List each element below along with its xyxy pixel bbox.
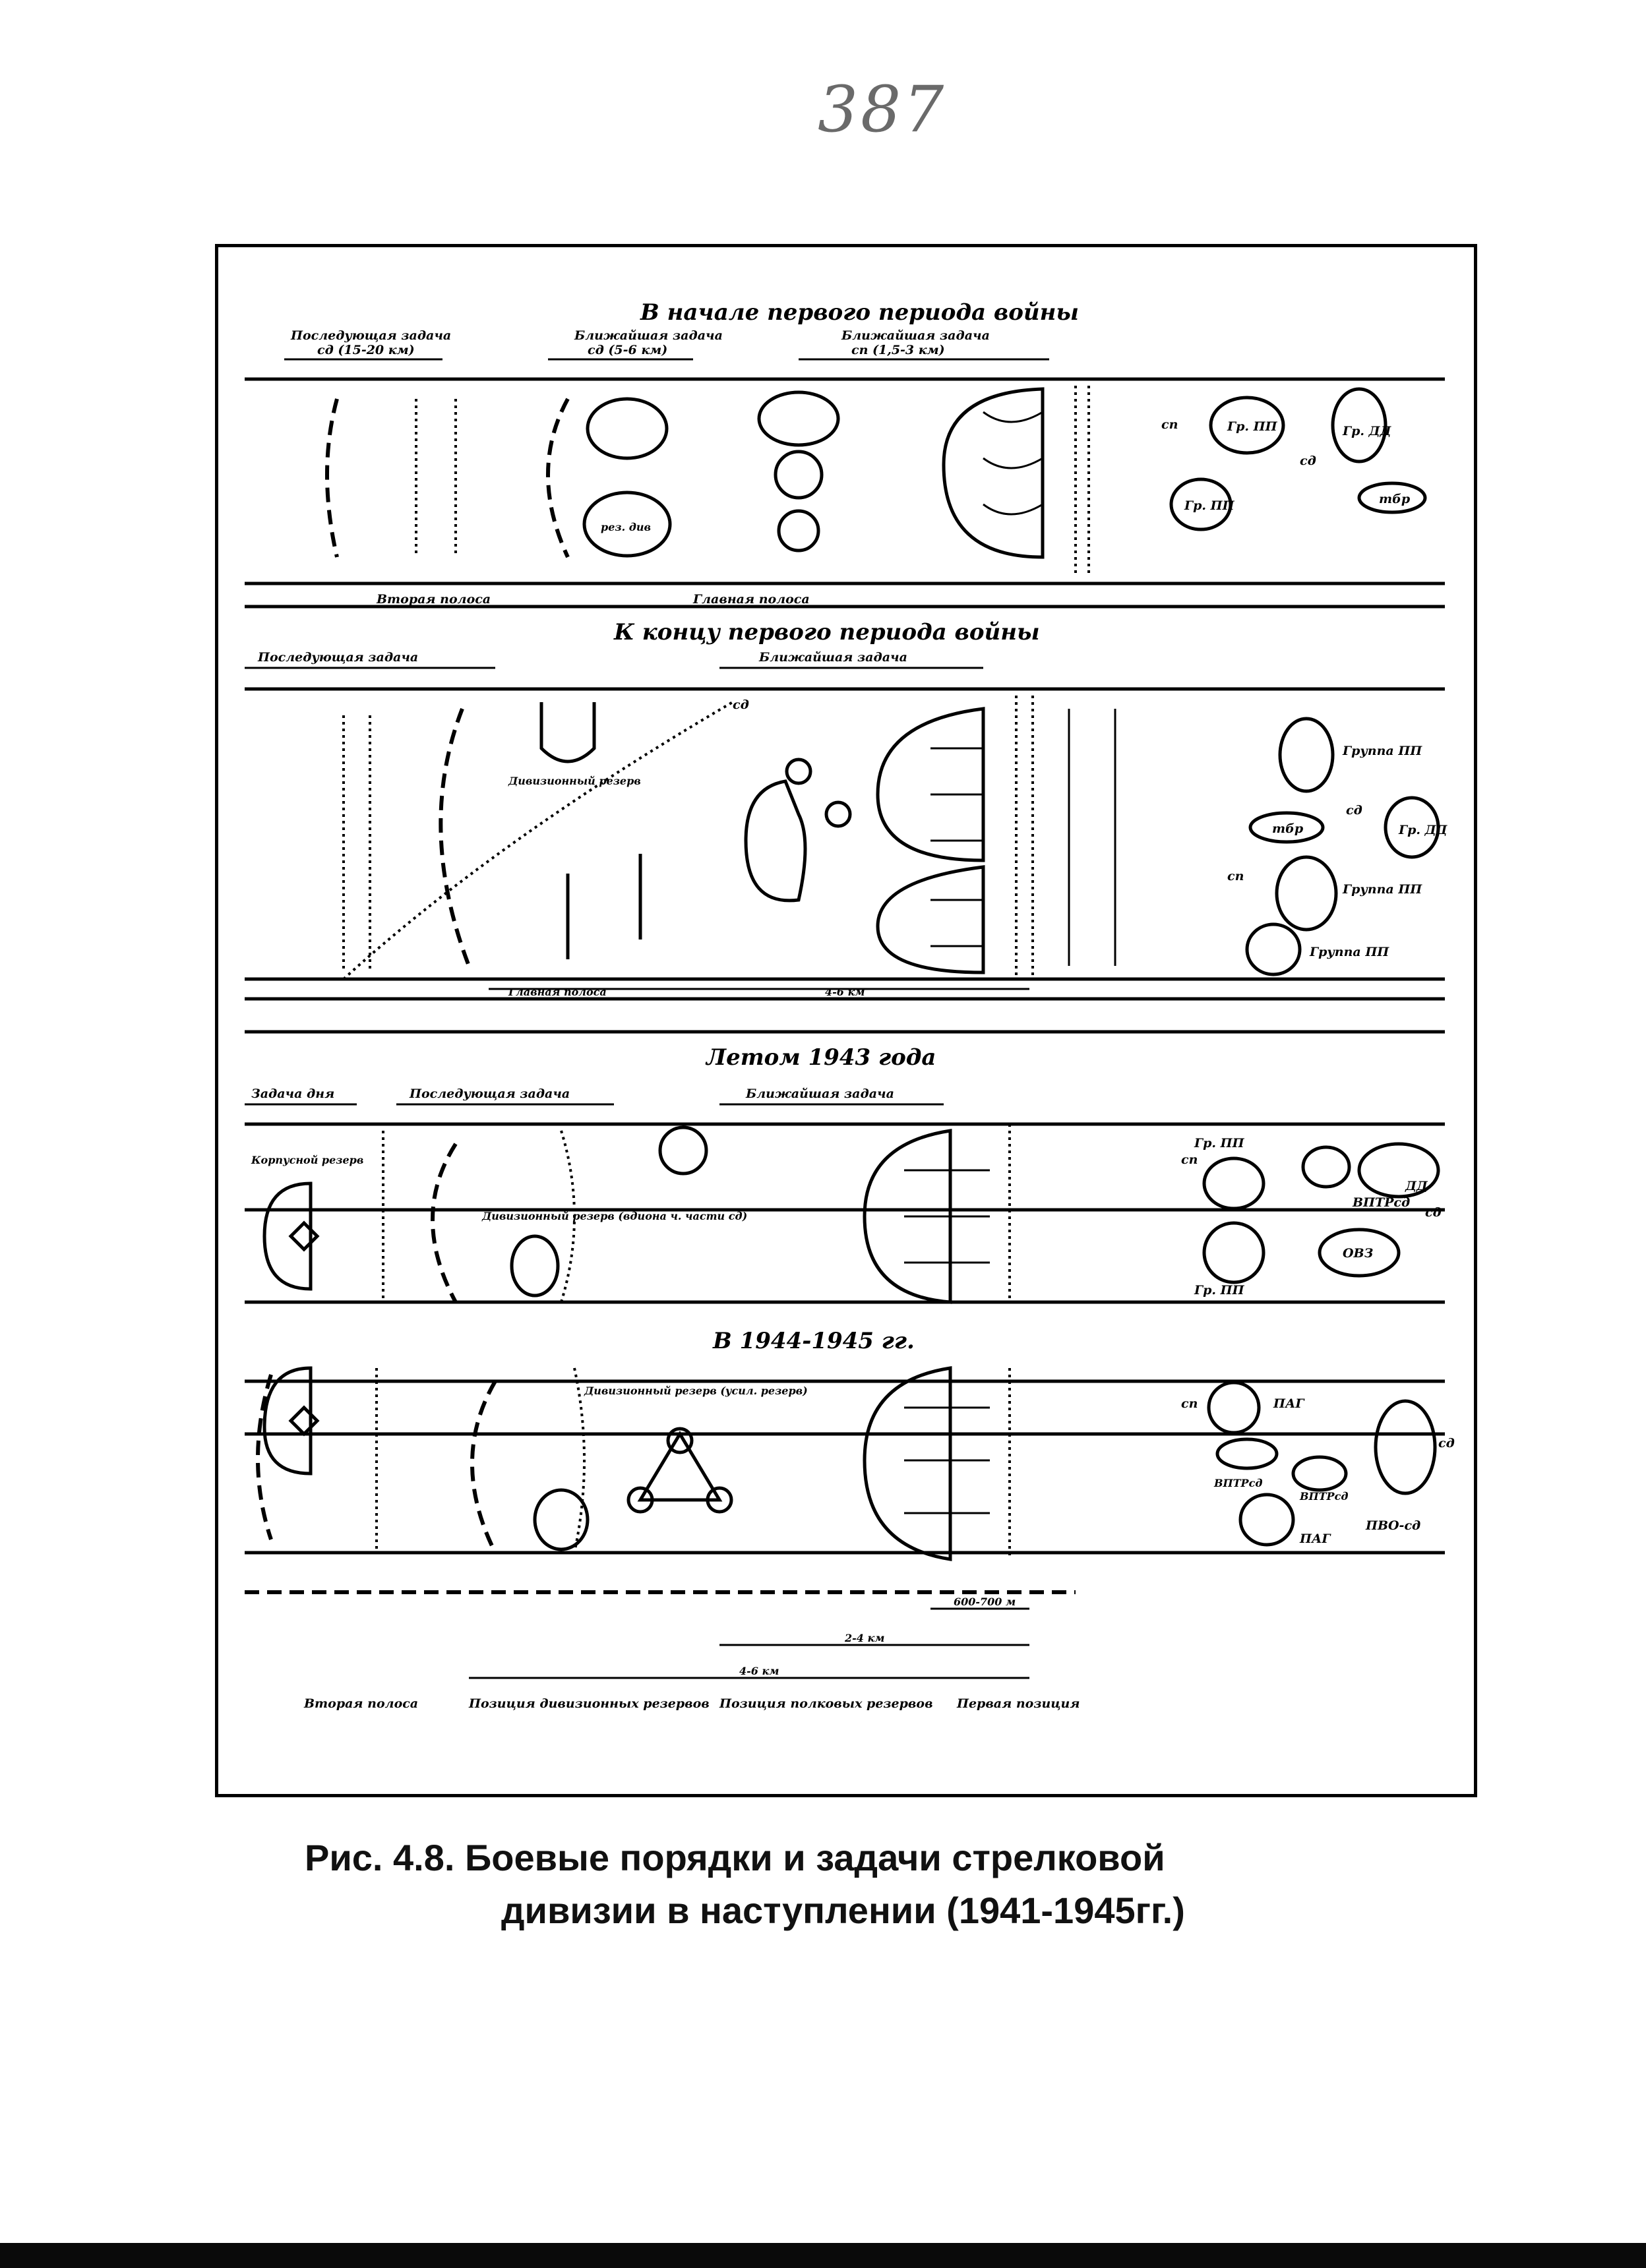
s1-main-line: Главная полоса [693, 592, 810, 607]
s2-immediate-task: Ближайшая задача [759, 650, 907, 665]
bottom-first-position: Первая позиция [957, 1696, 1080, 1711]
s3-immediate-task: Ближайшая задача [746, 1087, 894, 1101]
s2-group-pp2: Группа ПП [1343, 882, 1422, 897]
section-2 [245, 619, 1448, 1032]
bottom-second-line: Вторая полоса [304, 1696, 419, 1711]
s2-front-shape-bottom [878, 867, 983, 972]
s1-immediate-task-2: Ближайшая задача [841, 328, 990, 343]
page-number: 387 [818, 73, 947, 146]
scale-d3: 4-6 км [739, 1665, 779, 1677]
s4-pag: ПАГ [1273, 1396, 1304, 1411]
s2-group-pp3: Группа ПП [1310, 945, 1389, 959]
s3-group-dd: ДД [1405, 1179, 1428, 1193]
s2-sp-label: сп [1227, 869, 1244, 883]
s4-sd-oval [1376, 1401, 1435, 1493]
s3-sp-label: сп [1181, 1152, 1198, 1167]
diagram-frame [215, 244, 1477, 1797]
s3-day-task: Задача дня [251, 1087, 335, 1101]
s1-first-echelon [548, 399, 568, 557]
s4-sd-label: сд [1438, 1436, 1455, 1450]
s4-aptr: ВПТРсд [1214, 1477, 1263, 1489]
s4-front-rows [904, 1408, 990, 1513]
s2-diagonal-ticks [344, 702, 733, 979]
s2-distance: 4-6 км [825, 986, 865, 998]
s4-unit-oval-3 [1293, 1457, 1346, 1490]
bottom-regiment-reserve-position: Позиция полковых резервов [719, 1696, 933, 1711]
s2-battalion-columns [1069, 709, 1115, 966]
s3-division-reserve: Дивизионный резерв (вдиона ч. части сд) [482, 1210, 748, 1222]
s1-unit-oval [588, 399, 667, 458]
s2-main-line: Главная полоса [508, 986, 607, 998]
s4-bracket [472, 1381, 495, 1553]
s2-kidney-shape [746, 781, 805, 901]
s2-subsequent-task: Последующая задача [258, 650, 419, 665]
s2-unit-circle-2 [826, 802, 850, 826]
section-4-title: В 1944-1945 гг. [713, 1328, 915, 1354]
s3-unit-circle [660, 1127, 706, 1174]
s2-group-pp3-oval [1247, 924, 1300, 974]
s2-group-pp: Группа ПП [1343, 744, 1422, 758]
s4-sp-label: сп [1181, 1396, 1198, 1411]
s3-unit-oval-2 [1303, 1147, 1349, 1187]
s3-hq-diamond [291, 1223, 317, 1249]
s4-reserve-label: Дивизионный резерв (усил. резерв) [584, 1385, 808, 1397]
s1-sp-label: сп [1161, 417, 1178, 432]
s4-corps-reserve-shape [264, 1368, 311, 1474]
scale-d2: 2-4 км [845, 1632, 885, 1644]
s4-aptr-2: ВПТРсд [1300, 1490, 1349, 1503]
scale-d1: 600-700 м [954, 1596, 1016, 1608]
s4-front-shape [865, 1368, 950, 1559]
s1-group-pp2: Гр. ПП [1184, 498, 1234, 513]
section-3 [245, 1044, 1445, 1302]
s3-unit-oval [1204, 1158, 1264, 1209]
s2-front-shape-top [878, 709, 983, 860]
s2-front-rows [930, 748, 983, 946]
section-3-title: Летом 1943 года [706, 1044, 936, 1071]
s4-tick-col-2 [574, 1368, 584, 1553]
s2-group-pp2-oval [1277, 857, 1336, 930]
s2-tank-br: тбр [1272, 821, 1304, 836]
s3-bracket [433, 1144, 456, 1302]
s1-tank-br: тбр [1379, 492, 1411, 506]
s3-sd-label: сд [1425, 1205, 1442, 1220]
s2-group-pp-oval [1280, 719, 1333, 791]
s3-ovz: ОВЗ [1343, 1246, 1374, 1261]
s4-pag-2: ПАГ [1300, 1532, 1331, 1546]
s3-group-pp2: Гр. ПП [1194, 1283, 1244, 1298]
s3-reserve-oval [512, 1236, 558, 1296]
s3-corps-reserve: Корпусной резерв [251, 1154, 364, 1166]
scan-bottom-edge [0, 2243, 1646, 2268]
s3-subsequent-task: Последующая задача [410, 1087, 570, 1101]
s1-unit-circle-2 [779, 511, 818, 551]
s1-immediate-task-1-range: сд (5-6 км) [588, 343, 668, 357]
s1-front-arcs [983, 412, 1043, 514]
bottom-labels [303, 1696, 1080, 1711]
s4-unit-oval-4 [1240, 1495, 1293, 1545]
s2-sd-label-2: сд [1346, 803, 1362, 818]
s1-unit-oval-2 [759, 392, 838, 445]
s1-immediate-task-2-range: сп (1,5-3 км) [851, 343, 945, 357]
combat-order-diagram [218, 247, 1474, 1794]
section-1 [245, 299, 1445, 607]
caption-line-2: дивизии в наступлении (1941-1945гг.) [501, 1890, 1185, 1931]
s2-unit-circle [787, 760, 810, 783]
s3-unit-oval-3 [1204, 1223, 1264, 1282]
s1-group-dd: Гр. ДД [1343, 424, 1391, 438]
scale-bars [469, 1596, 1029, 1678]
s1-unit-circle [776, 452, 822, 498]
section-2-title: К концу первого периода войны [614, 619, 1040, 645]
section-4 [245, 1328, 1455, 1592]
s2-sd-label: сд [733, 698, 749, 712]
s3-aptr: ВПТРсд [1353, 1195, 1411, 1210]
s2-division-reserve: Дивизионный резерв [508, 775, 641, 787]
figure-caption [251, 1832, 1471, 1937]
s3-corps-reserve-shape [264, 1183, 311, 1289]
s1-subsequent-task-range: сд (15-20 км) [317, 343, 415, 357]
bottom-corps-reserve-position: Позиция дивизионных резервов [469, 1696, 710, 1711]
s4-pvo: ПВО-сд [1366, 1518, 1421, 1533]
section-1-title: В начале первого периода войны [640, 299, 1079, 326]
s3-front-rows [904, 1170, 990, 1263]
s1-group-pp: Гр. ПП [1227, 419, 1277, 434]
s4-unit-oval [1209, 1383, 1259, 1433]
s1-immediate-task-1: Ближайшая задача [574, 328, 723, 343]
s2-group-dd: Гр. ДД [1399, 823, 1448, 837]
s1-line-bracket [327, 399, 337, 557]
s1-reserve-label: рез. див [601, 521, 651, 533]
s1-second-line: Вторая полоса [377, 592, 491, 607]
s1-front-shape [944, 389, 1043, 557]
s4-hq-diamond [291, 1408, 317, 1434]
s4-triangle-group [640, 1434, 719, 1500]
s1-subsequent-task: Последующая задача [291, 328, 452, 343]
caption-line-1: Рис. 4.8. Боевые порядки и задачи стрелковой [305, 1837, 1165, 1878]
s3-group-pp: Гр. ПП [1194, 1136, 1244, 1150]
s2-bracket [441, 709, 469, 966]
s4-unit-oval-2 [1217, 1439, 1277, 1468]
s1-sd-label: сд [1300, 454, 1316, 468]
s2-reserve-cup [541, 702, 594, 761]
